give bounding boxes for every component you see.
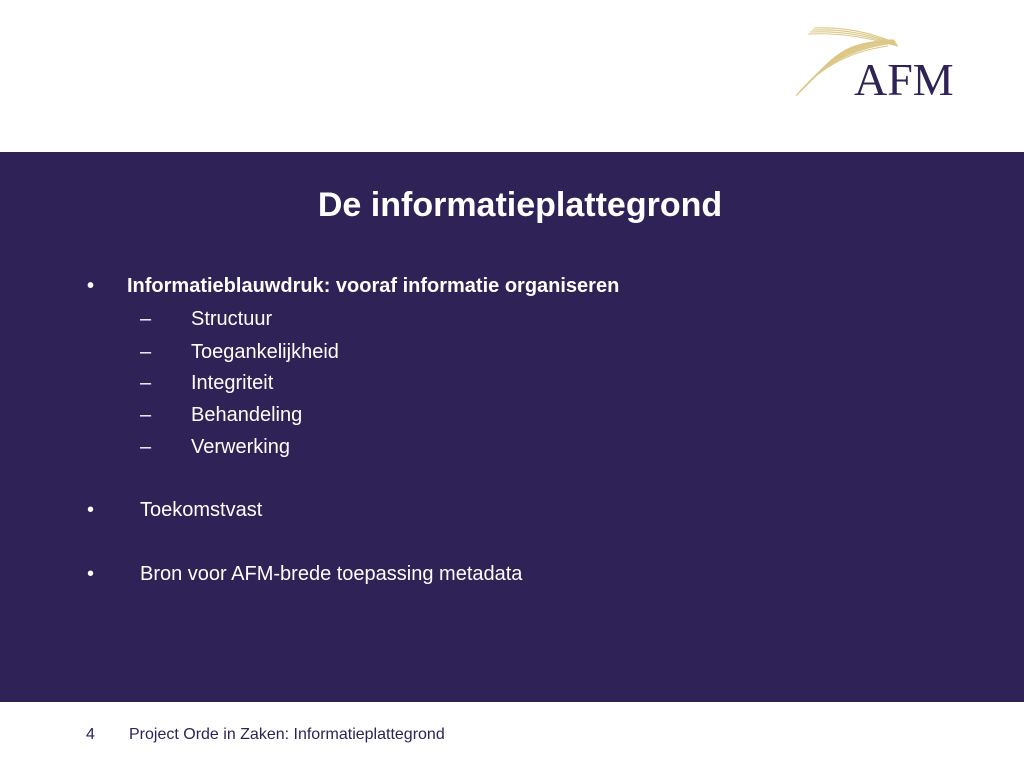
content-panel	[0, 152, 1024, 702]
afm-fan-logo-icon	[790, 24, 980, 104]
afm-logo	[790, 24, 980, 104]
bullet-icon: •	[87, 499, 95, 521]
sub-bullet-text: Structuur	[191, 308, 273, 330]
bullet-text: Bron voor AFM-brede toepassing metadata	[140, 563, 523, 585]
sub-bullet-text: Integriteit	[191, 372, 274, 394]
page-number: 4	[86, 726, 95, 743]
sub-bullet-text: Behandeling	[191, 404, 303, 426]
footer-text: Project Orde in Zaken: Informatieplattegrond	[129, 726, 445, 743]
dash-icon: –	[140, 404, 152, 426]
dash-icon: –	[140, 372, 152, 394]
sub-bullet-text: Toegankelijkheid	[191, 341, 339, 363]
bullet-text: Toekomstvast	[140, 499, 263, 521]
bullet-icon: •	[87, 275, 95, 297]
sub-bullet-text: Verwerking	[191, 436, 290, 458]
afm-logo-text: AFM	[854, 54, 954, 104]
bullet-icon: •	[87, 563, 95, 585]
dash-icon: –	[140, 436, 152, 458]
header-band	[0, 0, 1024, 152]
dash-icon: –	[140, 308, 152, 330]
dash-icon: –	[140, 341, 152, 363]
bullet-text: Informatieblauwdruk: vooraf informatie organiseren	[127, 275, 620, 297]
slide-title: De informatieplattegrond	[317, 186, 723, 224]
